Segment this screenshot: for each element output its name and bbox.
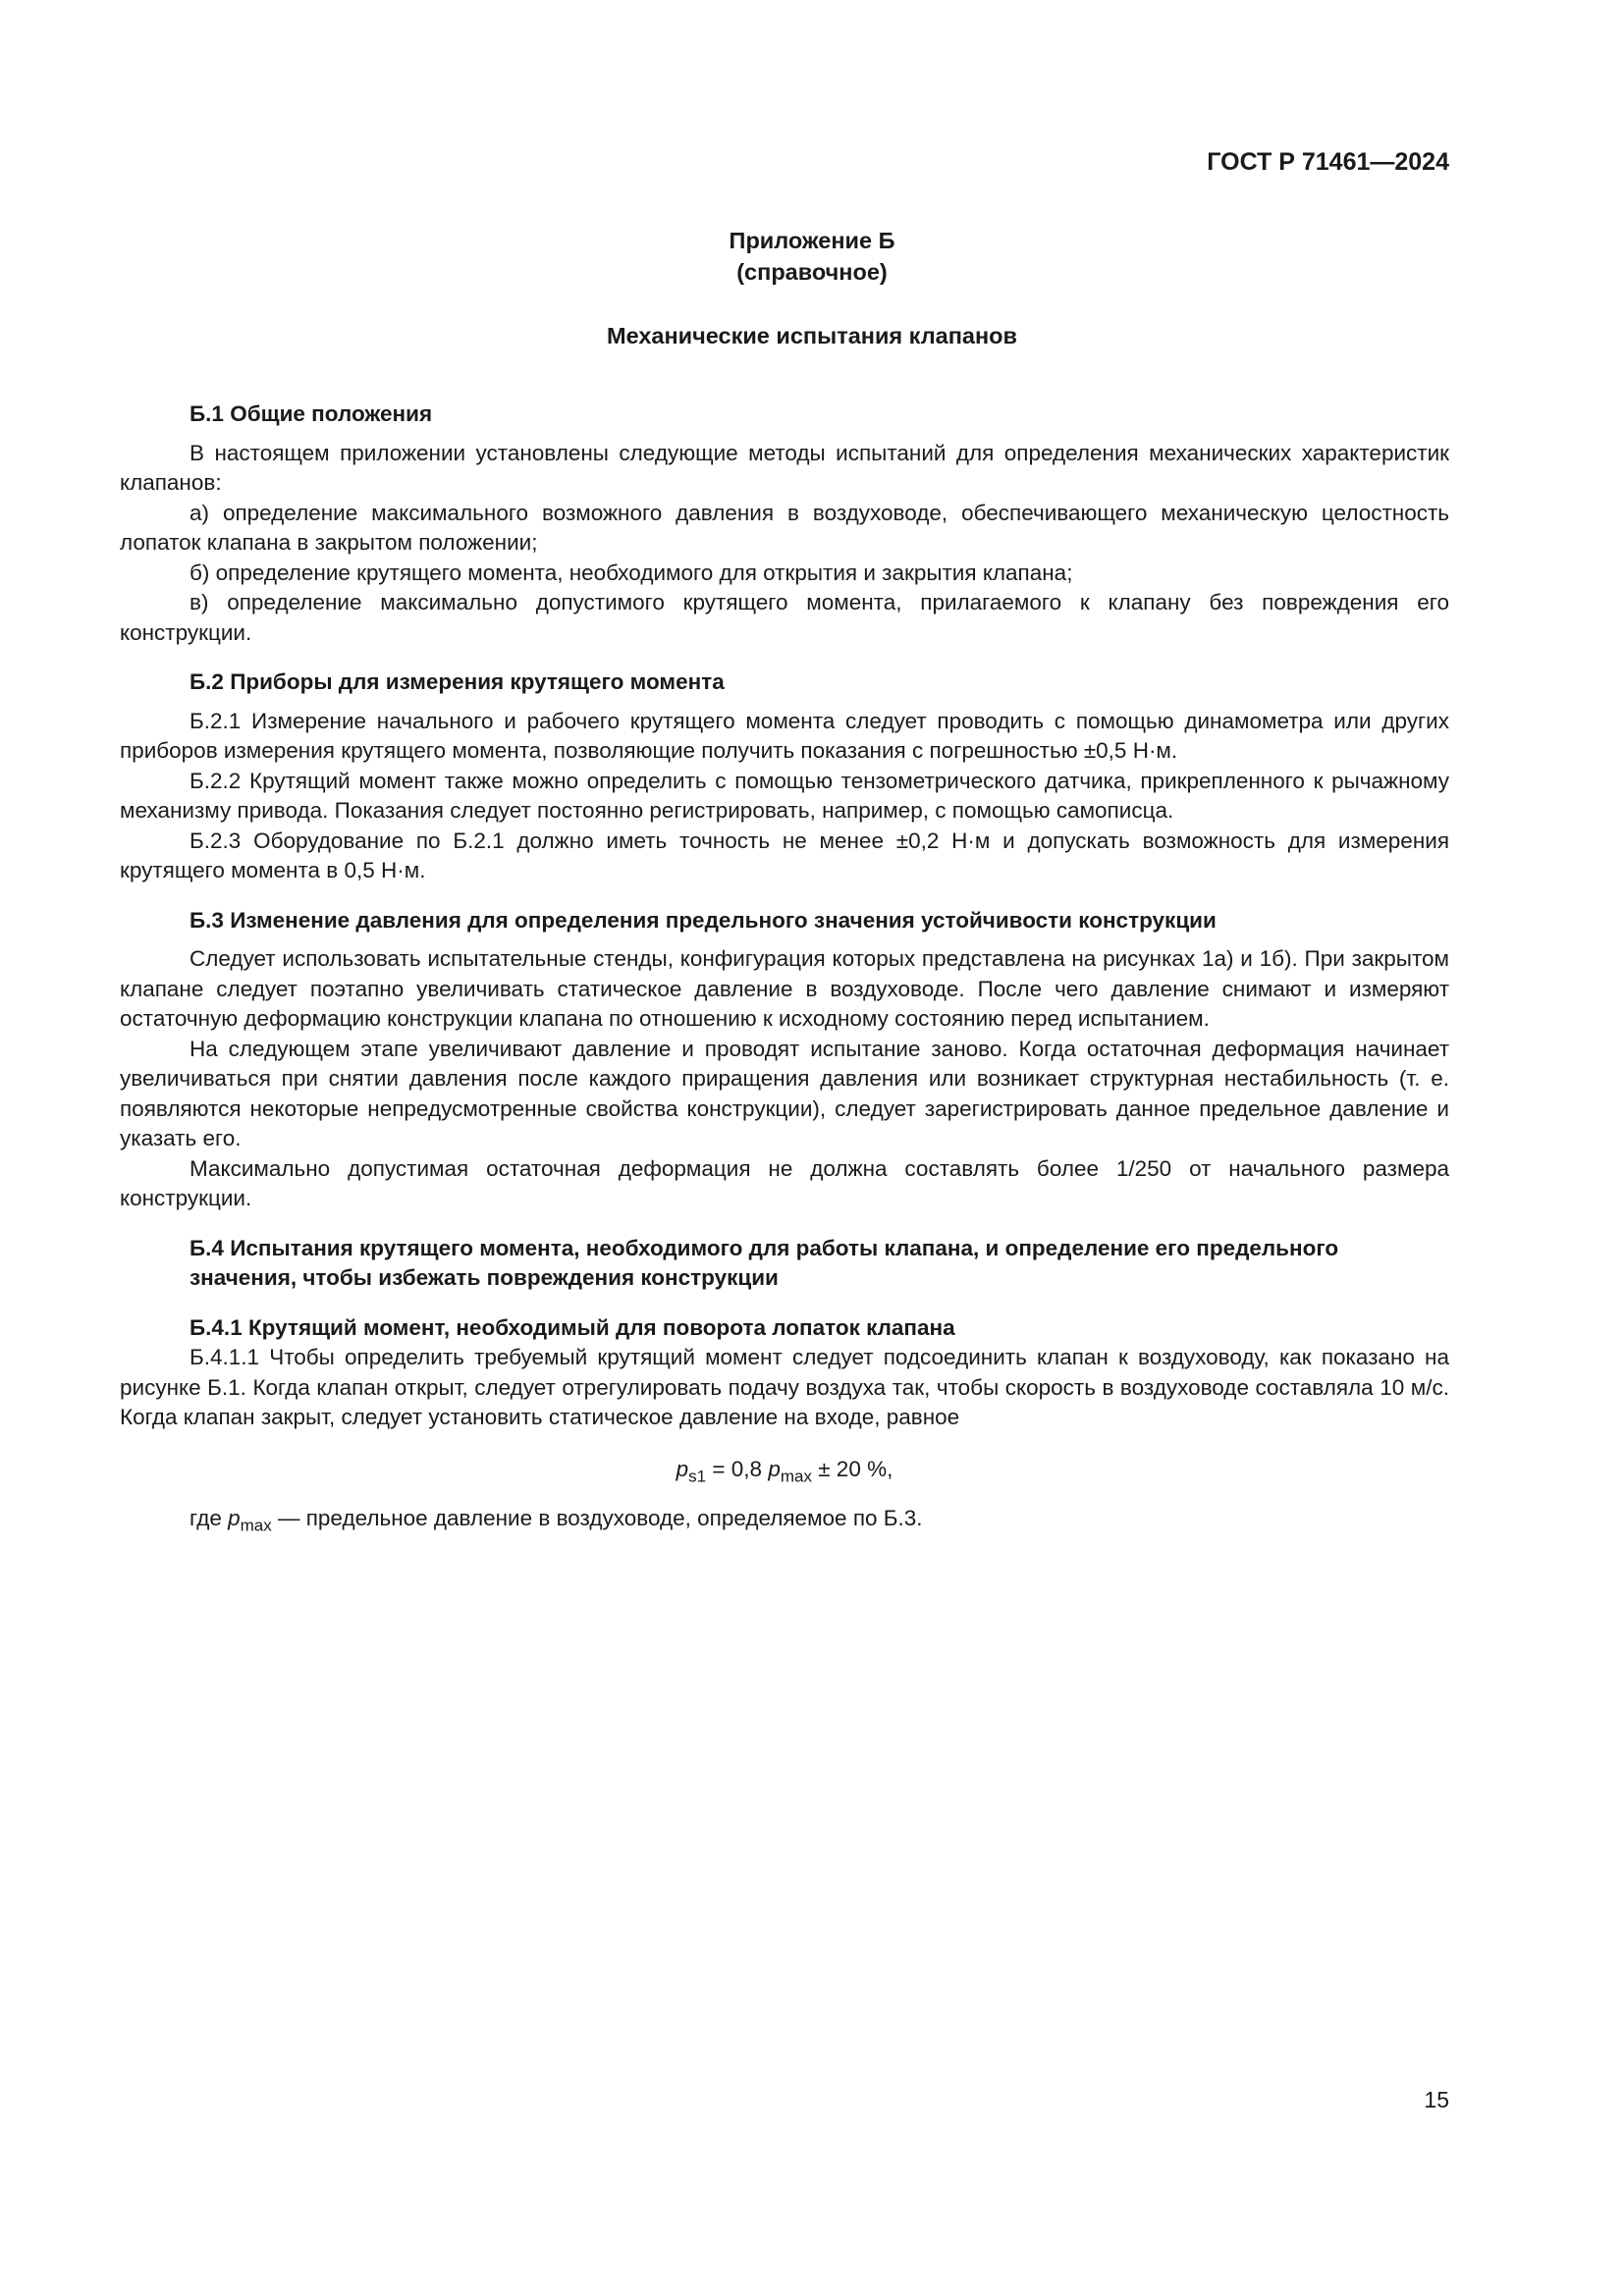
paragraph: На следующем этапе увеличивают давление и проводят испытание заново. Когда остаточная деформация начинает увеличиваться при снятии давления после каждого приращения давления или возникает структурная нестабильность (т. е. появляются некоторые непредусмотренные свойства конструкции), следует зарегистрировать данное предельное давление и указать его. — [120, 1036, 1449, 1150]
list-item: б) определение крутящего момента, необходимого для открытия и закрытия клапана; — [189, 560, 1073, 585]
paragraph: Следует использовать испытательные стенды, конфигурация которых представлена на рисунках 1а) и 1б). При закрытом клапане следует поэтапно увеличивать статическое давление в воздуховоде. После чего давление снимают и измеряют остаточную деформацию конструкции клапана по отношению к исходному состоянию перед испытанием. — [120, 946, 1449, 1031]
section-heading-b1: Б.1 Общие положения — [189, 401, 433, 426]
subsection-heading-b41: Б.4.1 Крутящий момент, необходимый для поворота лопаток клапана — [189, 1314, 955, 1340]
where-subscript: max — [240, 1516, 272, 1535]
list-item: а) определение максимального возможного давления в воздуховоде, обеспечивающего механическую целостность лопаток клапана в закрытом положении; — [120, 500, 1449, 555]
appendix-label: Приложение Б — [729, 228, 895, 253]
formula-text: ± 20 %, — [811, 1456, 893, 1481]
paragraph: Б.2.1 Измерение начального и рабочего крутящего момента следует проводить с помощью динамометра или других приборов измерения крутящего момента, позволяющие получить показания с погрешностью ±0,5 Н·м. — [120, 708, 1449, 763]
appendix-label-block — [0, 225, 1624, 288]
formula-explanation — [120, 1504, 1449, 1534]
appendix-title: Механические испытания клапанов — [607, 323, 1017, 348]
where-prefix: где — [189, 1506, 229, 1530]
list-item: в) определение максимально допустимого крутящего момента, прилагаемого к клапану без повреждения его конструкции. — [120, 590, 1449, 645]
document-id: ГОСТ Р 71461—2024 — [1207, 148, 1449, 176]
where-var: p — [228, 1506, 241, 1530]
page-number: 15 — [1424, 2087, 1449, 2112]
document-body — [120, 400, 1449, 1534]
formula-text: = 0,8 — [706, 1456, 769, 1481]
paragraph: В настоящем приложении установлены следующие методы испытаний для определения механических характеристик клапанов: — [120, 440, 1449, 495]
where-text: — предельное давление в воздуховоде, определяемое по Б.3. — [271, 1506, 923, 1530]
section-heading-b4: Б.4 Испытания крутящего момента, необходимого для работы клапана, и определение его предельного значения, чтобы избежать повреждения конструкции — [189, 1235, 1339, 1290]
section-heading-b3: Б.3 Изменение давления для определения предельного значения устойчивости конструкции — [189, 907, 1217, 933]
appendix-kind: (справочное) — [736, 259, 888, 285]
paragraph: Максимально допустимая остаточная деформация не должна составлять более 1/250 от начального размера конструкции. — [120, 1155, 1449, 1210]
formula-subscript: max — [780, 1467, 812, 1485]
formula-subscript: s1 — [688, 1467, 707, 1485]
paragraph: Б.2.2 Крутящий момент также можно определить с помощью тензометрического датчика, прикрепленного к рычажному механизму привода. Показания следует постоянно регистрировать, например, с помощью самописца. — [120, 768, 1449, 823]
formula — [120, 1455, 1449, 1485]
paragraph: Б.2.3 Оборудование по Б.2.1 должно иметь точность не менее ±0,2 Н·м и допускать возможность для измерения крутящего момента в 0,5 Н·м. — [120, 828, 1449, 882]
formula-var: p — [768, 1456, 781, 1481]
paragraph: Б.4.1.1 Чтобы определить требуемый крутящий момент следует подсоединить клапан к воздуховоду, как показано на рисунке Б.1. Когда клапан открыт, следует отрегулировать подачу воздуха так, чтобы скорость в воздуховоде составляла 10 м/с. Когда клапан закрыт, следует установить статическое давление на входе, равное — [120, 1345, 1449, 1429]
formula-var: p — [676, 1456, 689, 1481]
section-heading-b2: Б.2 Приборы для измерения крутящего момента — [189, 669, 725, 694]
